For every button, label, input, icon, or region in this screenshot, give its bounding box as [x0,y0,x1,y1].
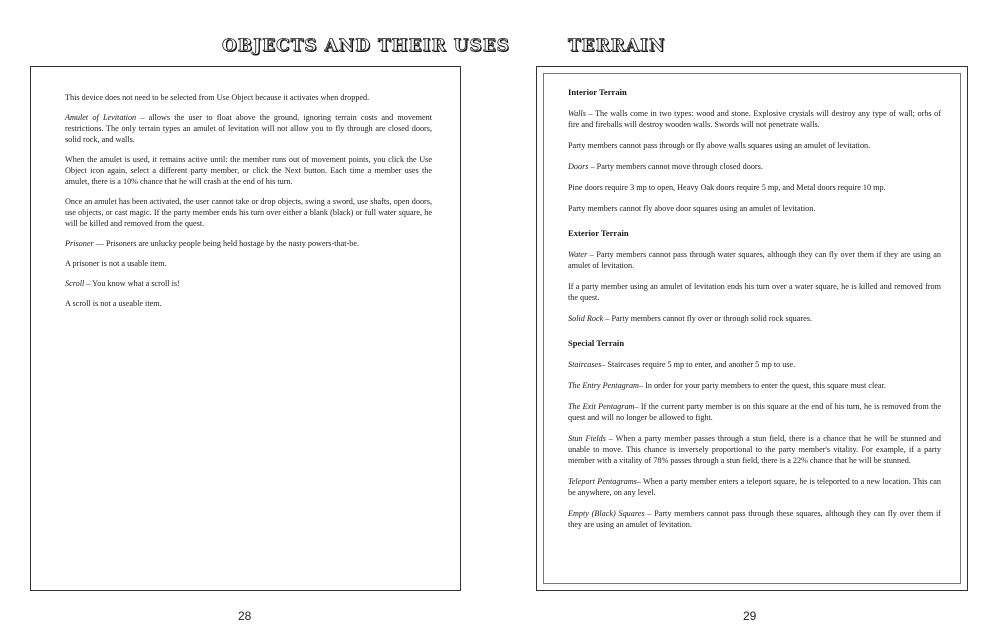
paragraph-water: Water – Party members cannot pass through water squares, although they can fly over them if they are using an amulet of levitation. [568,250,941,270]
term-label: Empty (Black) Squares [568,509,645,518]
term-label: Staircases [568,360,602,369]
term-label: Doors [568,162,589,171]
paragraph-amulet-of-levitation: Amulet of Levitation – allows the user to float above the ground, ignoring terrain costs and movement restrictions. The only terrain types an amulet of levitation will not allow you to fly through are closed doors, solid rock, and walls. [65,113,432,144]
paragraph: Once an amulet has been activated, the user cannot take or drop objects, swing a sword, use shafts, open doors, use objects, or cast magic. If the party member ends his turn over either a blank (black) or full water square, he will be killed and removed from the quest. [65,197,432,228]
term-label: Walls [568,109,586,118]
left-page-frame [30,66,461,591]
paragraph-stun-fields: Stun Fields – When a party member passes through a stun field, there is a chance that he will be stunned and unable to move. This chance is inversely proportional to the party member's vitality. For example, if a party member with a vitality of 78% passes through a stun field, there is a 22% chance that he will be stunned. [568,434,941,465]
page-number-right: 29 [743,609,757,623]
paragraph: A prisoner is not a usable item. [65,259,167,268]
paragraph: Pine doors require 3 mp to open, Heavy Oak doors require 5 mp, and Metal doors require 10 mp. [568,183,886,192]
paragraph-entry-pentagram: The Entry Pentagram– In order for your party members to enter the quest, this square must clear. [568,381,886,390]
term-label: The Exit Pentagram [568,402,635,411]
paragraph: If a party member using an amulet of levitation ends his turn over a water square, he is killed and removed from the quest. [568,282,941,302]
paragraph: This device does not need to be selected from Use Object because it activates when dropped. [65,93,370,102]
term-label: Water [568,250,588,259]
term-label: The Entry Pentagram [568,381,639,390]
paragraph-doors: Doors – Party members cannot move through closed doors. [568,162,763,171]
term-label: Stun Fields [568,434,606,443]
page-title-terrain: TERRAIN [568,36,666,56]
page-title-objects: OBJECTS AND THEIR USES [222,36,510,56]
section-heading-interior: Interior Terrain [568,87,627,97]
paragraph-walls: Walls – The walls come in two types: wood and stone. Explosive crystals will destroy any type of wall; orbs of fire and fireballs will destroy wooden walls. Swords will not penetrate walls. [568,109,941,129]
paragraph: Party members cannot fly above door squares using an amulet of levitation. [568,204,816,213]
right-page-frame [536,66,968,591]
paragraph: A scroll is not a useable item. [65,299,162,308]
page-number-left: 28 [238,609,252,623]
paragraph-scroll: Scroll – You know what a scroll is! [65,279,180,288]
paragraph-prisoner: Prisoner — Prisoners are unlucky people being held hostage by the nasty powers-that-be. [65,239,359,248]
term-label: Scroll [65,279,85,288]
term-label: Solid Rock [568,314,604,323]
paragraph: When the amulet is used, it remains active until: the member runs out of movement points, you click the Use Object icon again, select a different party member, or click the Next button. Each time a member uses the amulet, there is a 10% chance that he will crash at the end of his turn. [65,155,432,186]
paragraph-empty-squares: Empty (Black) Squares – Party members cannot pass through these squares, although they can fly over them if they are using an amulet of levitation. [568,509,941,529]
term-label: Amulet of Levitation [65,113,137,122]
paragraph-exit-pentagram: The Exit Pentagram– If the current party member is on this square at the end of his turn, he is removed from the quest and will no longer be allowed to fight. [568,402,941,422]
paragraph: Party members cannot pass through or fly above walls squares using an amulet of levitation. [568,141,871,150]
paragraph-solid-rock: Solid Rock – Party members cannot fly over or through solid rock squares. [568,314,812,323]
section-heading-exterior: Exterior Terrain [568,228,629,238]
section-heading-special: Special Terrain [568,338,625,348]
term-label: Prisoner [65,239,94,248]
term-label: Teleport Pentagrams [568,477,637,486]
paragraph-staircases: Staircases– Staircases require 5 mp to enter, and another 5 mp to use. [568,360,796,369]
paragraph-teleport-pentagrams: Teleport Pentagrams– When a party member enters a teleport square, he is teleported to a new location. This can be anywhere, on any level. [568,477,942,497]
